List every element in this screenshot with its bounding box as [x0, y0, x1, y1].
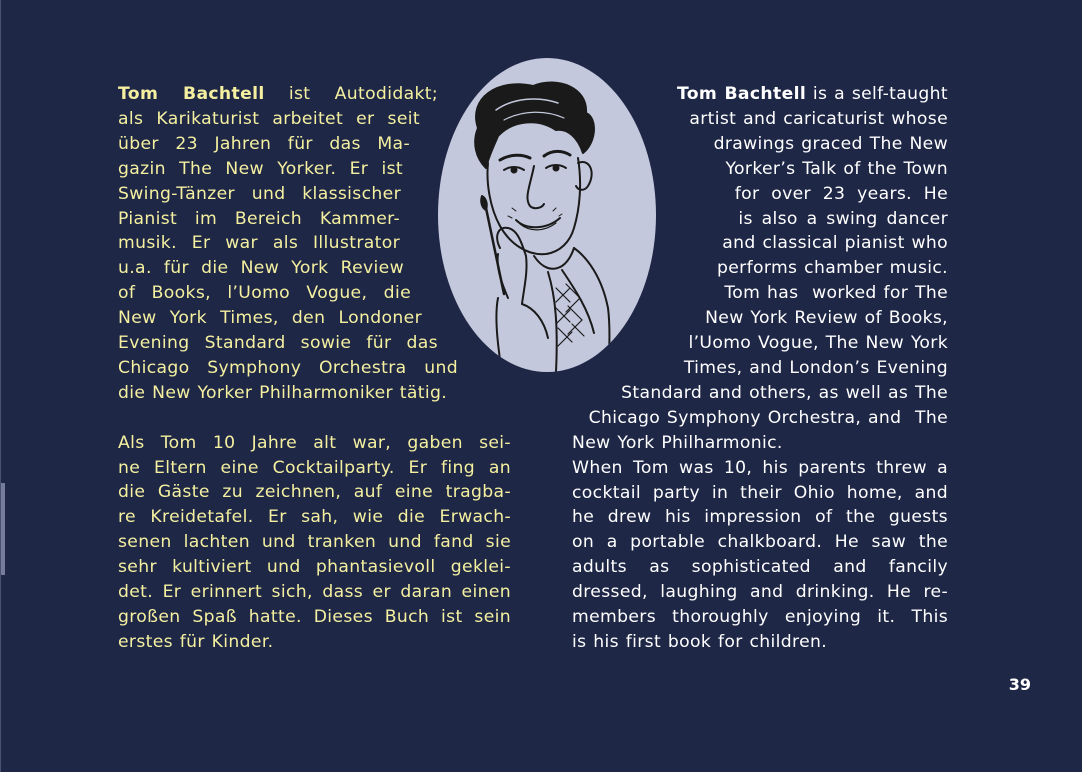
german-line: über 23 Jahren für das Ma-: [118, 133, 410, 154]
english-line: Yorker’s Talk of the Town: [725, 158, 948, 179]
english-line: Times, and London’s Evening: [683, 357, 948, 378]
english-line: Tom has worked for The: [724, 283, 948, 304]
english-author-name: Tom Bachtell: [676, 84, 807, 104]
german-line: sehr kultiviert und phantasievoll geklei-: [118, 557, 511, 578]
english-line: is also a swing dancer: [738, 208, 948, 229]
german-line: senen lachten und tranken und fand sie: [118, 532, 511, 553]
english-line: adults as sophisticated and fancily: [572, 557, 948, 578]
german-line: Tom Bachtell ist Autodidakt;: [118, 84, 438, 104]
german-line: Chicago Symphony Orchestra und: [118, 357, 458, 378]
english-line: l’Uomo Vogue, The New York: [688, 333, 948, 354]
english-line: drawings graced The New: [713, 133, 948, 154]
german-line: erstes für Kinder.: [118, 631, 274, 652]
german-line: großen Spaß hatte. Dieses Buch ist sein: [118, 607, 511, 628]
english-line: Tom Bachtell is a self-taught: [676, 84, 948, 104]
german-line: ne Eltern eine Cocktailparty. Er fing an: [118, 457, 511, 478]
german-line: Evening Standard sowie für das: [118, 333, 438, 354]
german-line: gazin The New Yorker. Er ist: [118, 158, 403, 179]
german-line: als Karikaturist arbeitet er seit: [118, 108, 420, 129]
english-line: New York Review of Books,: [705, 308, 948, 329]
german-line: New York Times, den Londoner: [118, 308, 422, 329]
german-line: det. Er erinnert sich, dass er daran einen: [118, 582, 511, 603]
paragraph-gap: [118, 406, 511, 431]
english-line: is his first book for children.: [572, 631, 828, 652]
english-line: dressed, laughing and drinking. He re-: [572, 582, 948, 603]
german-line: Als Tom 10 Jahre alt war, gaben sei-: [118, 432, 511, 453]
german-line: u.a. für die New York Review: [118, 258, 404, 279]
german-author-name: Tom Bachtell: [118, 84, 265, 104]
english-biography: [572, 82, 948, 655]
english-line: members thoroughly enjoying it. This: [572, 607, 948, 628]
german-line: Pianist im Bereich Kammer-: [118, 208, 400, 229]
german-line: Swing-Tänzer und klassischer: [118, 183, 401, 204]
binding-edge-mark: [1, 483, 5, 575]
page-number: 39: [1008, 675, 1031, 694]
german-line: of Books, l’Uomo Vogue, die: [118, 283, 411, 304]
german-line: musik. Er war als Illustrator: [118, 233, 400, 254]
english-line: Standard and others, as well as The: [621, 382, 948, 403]
english-line: for over 23 years. He: [734, 183, 948, 204]
german-line: die New Yorker Philharmoniker tätig.: [118, 382, 448, 403]
english-line: cocktail party in their Ohio home, and: [572, 482, 948, 503]
english-line: New York Philharmonic.: [572, 432, 783, 453]
english-line: he drew his impression of the guests: [572, 507, 948, 528]
english-line: on a portable chalkboard. He saw the: [572, 532, 948, 553]
english-line: performs chamber music.: [716, 258, 948, 279]
english-line: Chicago Symphony Orchestra, and The: [588, 407, 948, 428]
english-line: When Tom was 10, his parents threw a: [572, 457, 948, 478]
german-biography: [118, 82, 511, 655]
german-line: die Gäste zu zeichnen, auf eine tragba-: [118, 482, 511, 503]
english-line: and classical pianist who: [722, 233, 948, 254]
english-line: artist and caricaturist whose: [689, 108, 948, 129]
german-line: re Kreidetafel. Er sah, wie die Erwach-: [118, 507, 511, 528]
